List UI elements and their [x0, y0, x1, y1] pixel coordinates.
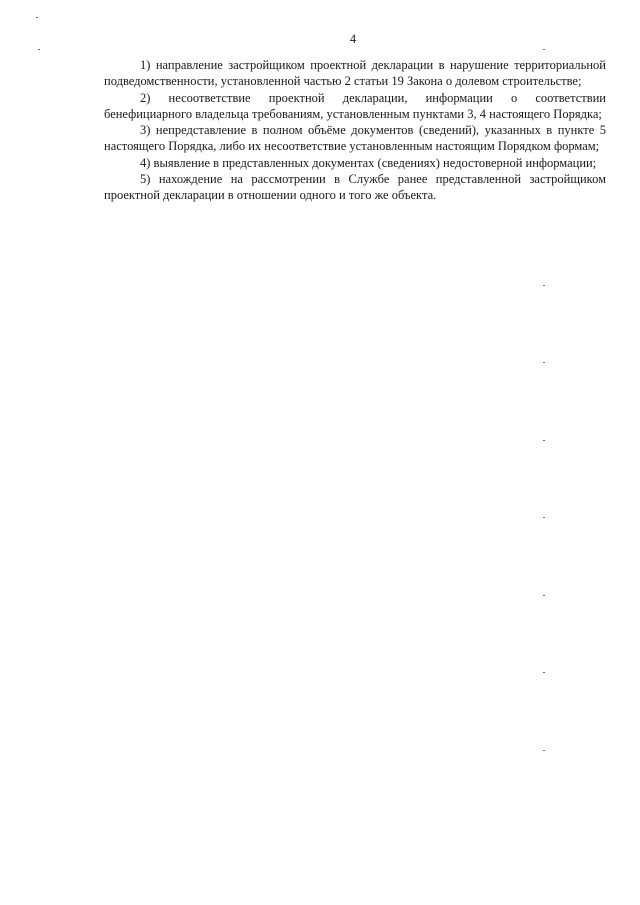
scan-speck — [543, 49, 545, 50]
scan-speck — [543, 595, 545, 596]
list-item: 1) направление застройщиком проектной декларации в нарушение территориальной подведомственности, установленной частью 2 статьи 19 Закона о долевом строительстве; — [104, 58, 606, 89]
scan-speck — [36, 17, 38, 18]
scan-speck — [38, 49, 40, 50]
list-item: 3) непредставление в полном объёме документов (сведений), указанных в пункте 5 настоящего Порядка, либо их несоответствие установленным настоящим Порядком формам; — [104, 123, 606, 154]
page-number: 4 — [349, 32, 357, 46]
scan-speck — [543, 672, 545, 673]
list-item: 4) выявление в представленных документах (сведениях) недостоверной информации; — [140, 155, 597, 170]
scan-speck — [543, 285, 545, 286]
scan-speck — [543, 517, 545, 518]
list-item: 2) несоответствие проектной декларации, информации о соответствии бенефициарного владельца требованиям, установленным пунктами 3, 4 настоящего Порядка; — [104, 90, 606, 121]
list-item: 5) нахождение на рассмотрении в Службе ранее представленной застройщиком проектной декларации в отношении одного и того же объекта. — [104, 172, 606, 203]
document-body — [104, 57, 606, 204]
scan-speck — [543, 440, 545, 441]
scan-speck — [543, 362, 545, 363]
scan-speck — [543, 750, 545, 751]
